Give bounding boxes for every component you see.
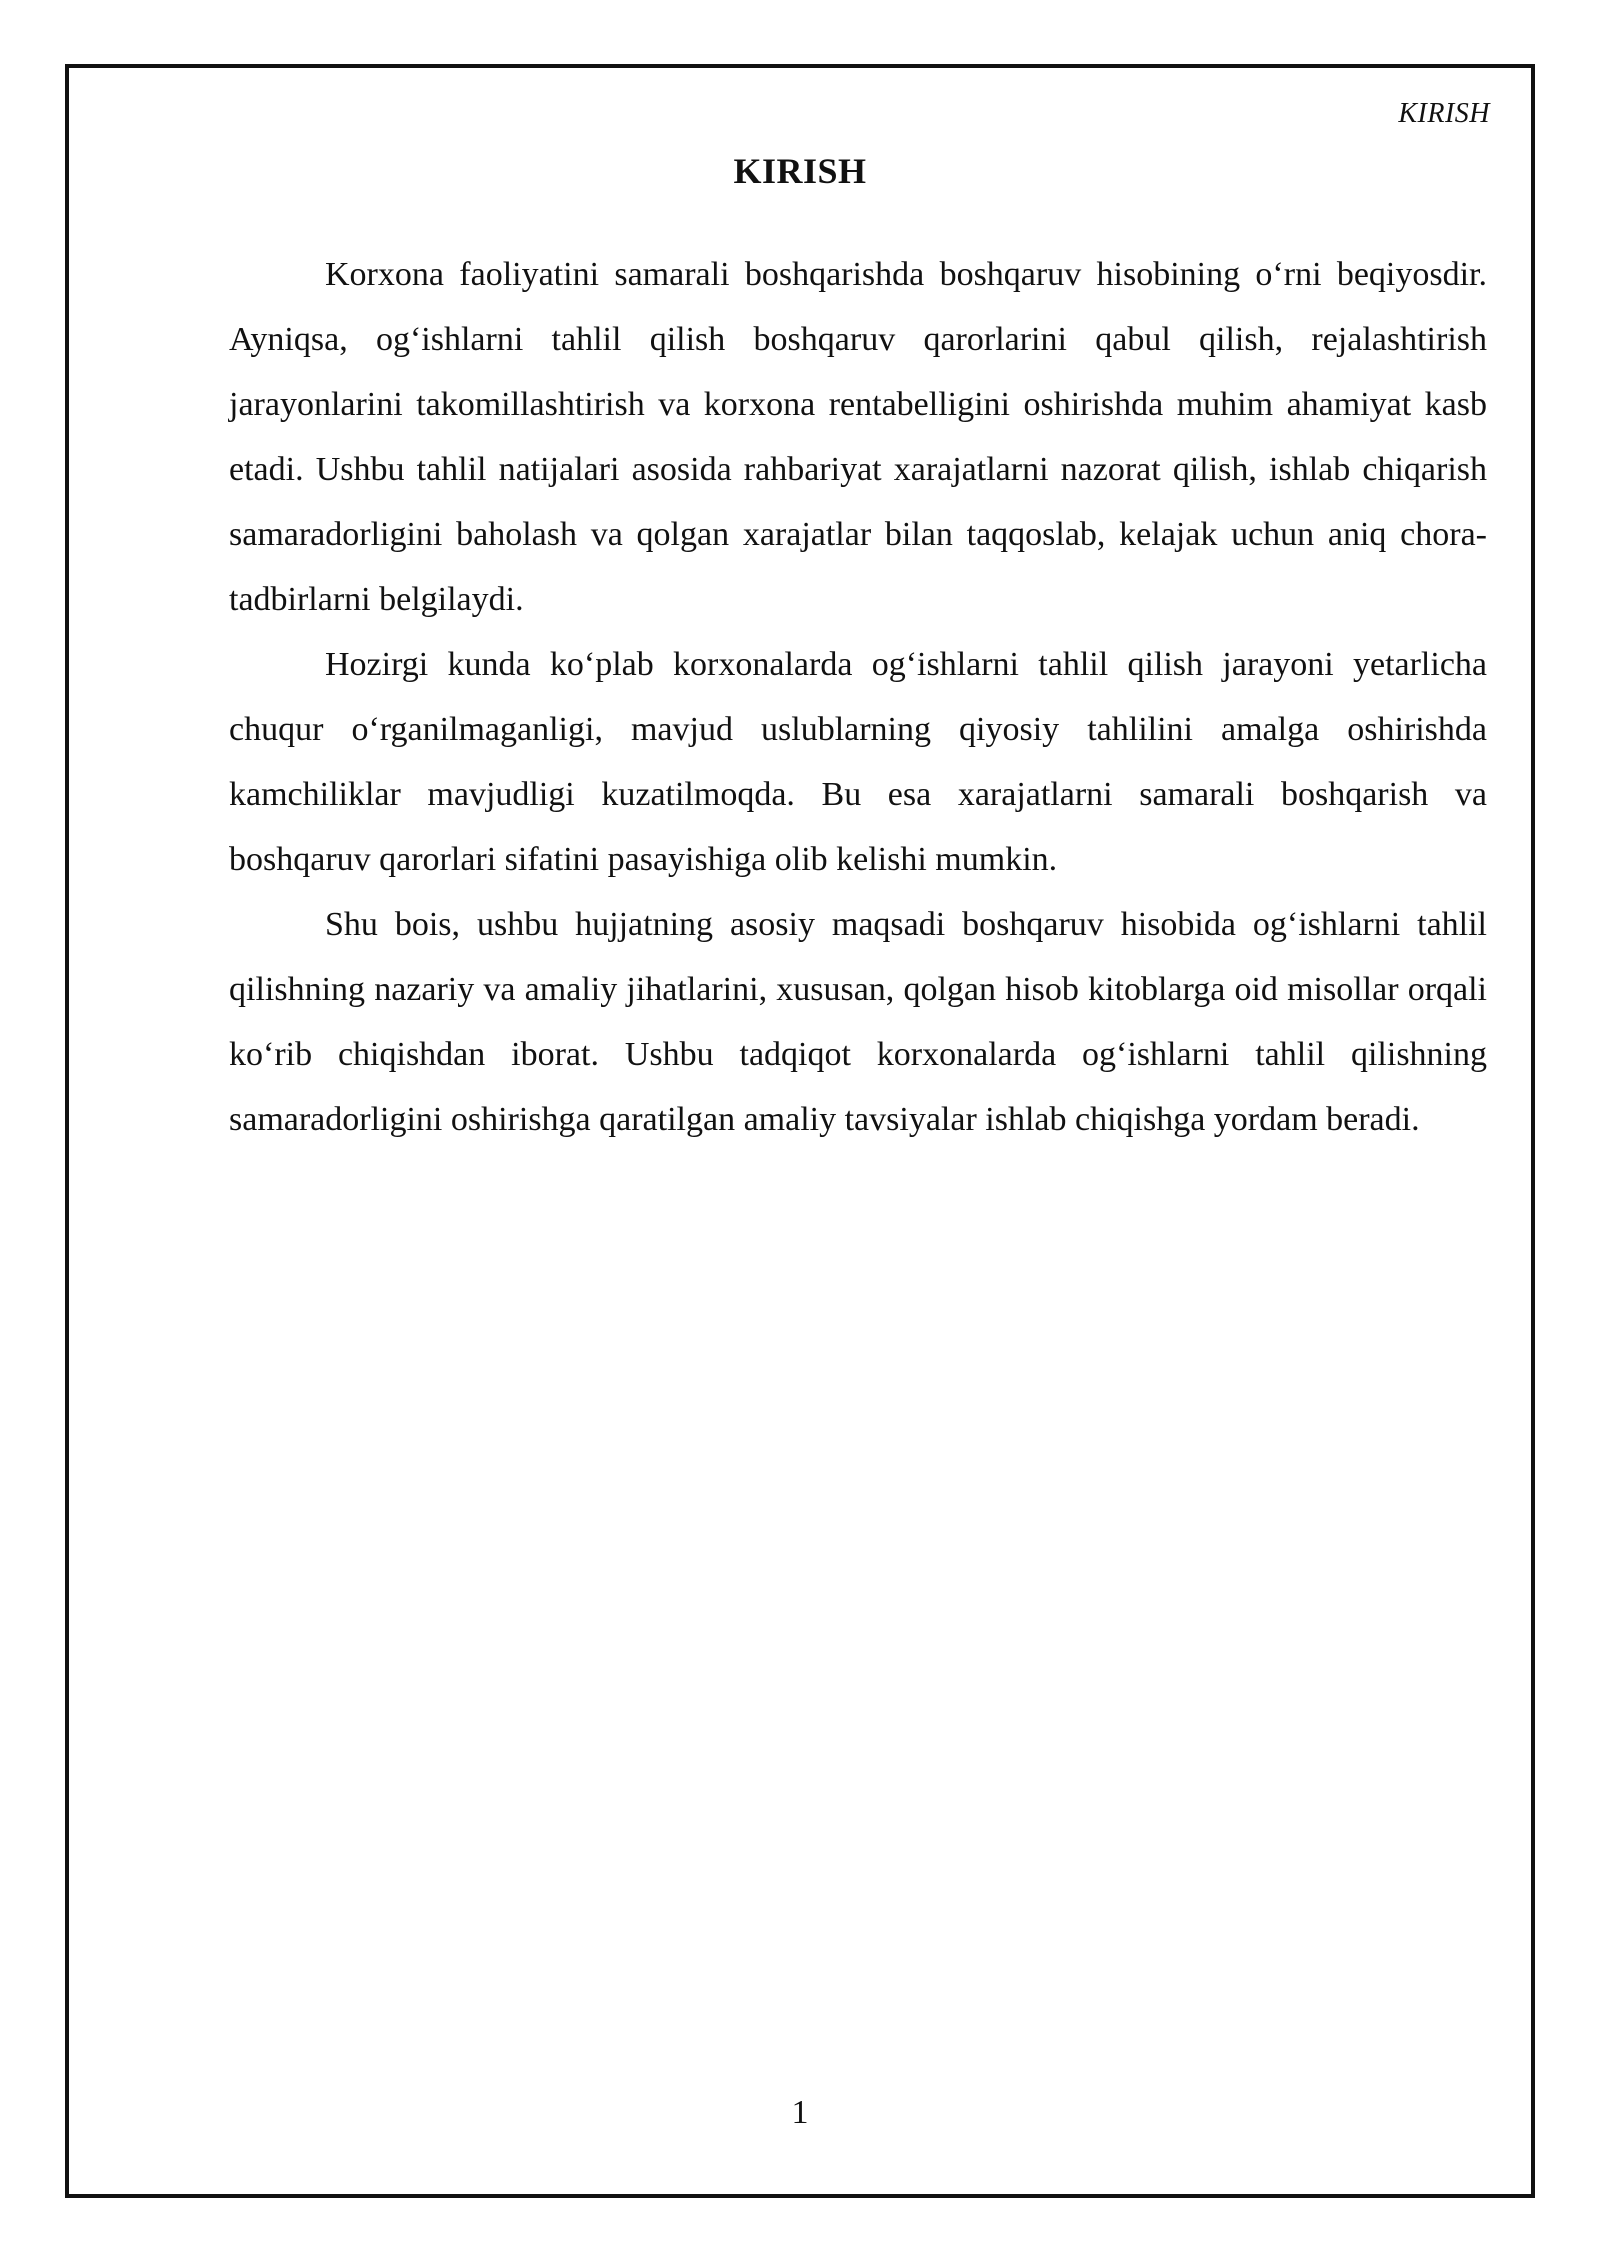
paragraph: Korxona faoliyatini samarali boshqarishda boshqaruv hisobining o‘rni beqiyosdir. Ayniqsa, og‘ishlarni tahlil qilish boshqaruv qarorlarini qabul qilish, rejalashtirish jarayonlarini takomillashtirish va korxona rentabelligini oshirishda muhim ahamiyat kasb etadi. Ushbu tahlil natijalari asosida rahbariyat xarajatlarni nazorat qilish, ishlab chiqarish samaradorligini baholash va qolgan xarajatlar bilan taqqoslab, kelajak uchun aniq chora-tadbirlarni belgilaydi. (229, 256, 1487, 618)
page-number: 1 (791, 2094, 809, 2131)
paragraph: Hozirgi kunda ko‘plab korxonalarda og‘ishlarni tahlil qilish jarayoni yetarlicha chuqur o‘rganilmaganligi, mavjud uslublarning qiyosiy tahlilini amalga oshirishda kamchiliklar mavjudligi kuzatilmoqda. Bu esa xarajatlarni samarali boshqarish va boshqaruv qarorlari sifatini pasayishiga olib kelishi mumkin. (229, 646, 1487, 878)
paragraph: Shu bois, ushbu hujjatning asosiy maqsadi boshqaruv hisobida og‘ishlarni tahlil qilishning nazariy va amaliy jihatlarini, xususan, qolgan hisob kitoblarga oid misollar orqali ko‘rib chiqishdan iborat. Ushbu tadqiqot korxonalarda og‘ishlarni tahlil qilishning samaradorligini oshirishga qaratilgan amaliy tavsiyalar ishlab chiqishga yordam beradi. (229, 906, 1487, 1138)
document-title: KIRISH (733, 151, 867, 191)
document-body (229, 242, 1487, 1152)
running-header: KIRISH (1398, 98, 1490, 129)
